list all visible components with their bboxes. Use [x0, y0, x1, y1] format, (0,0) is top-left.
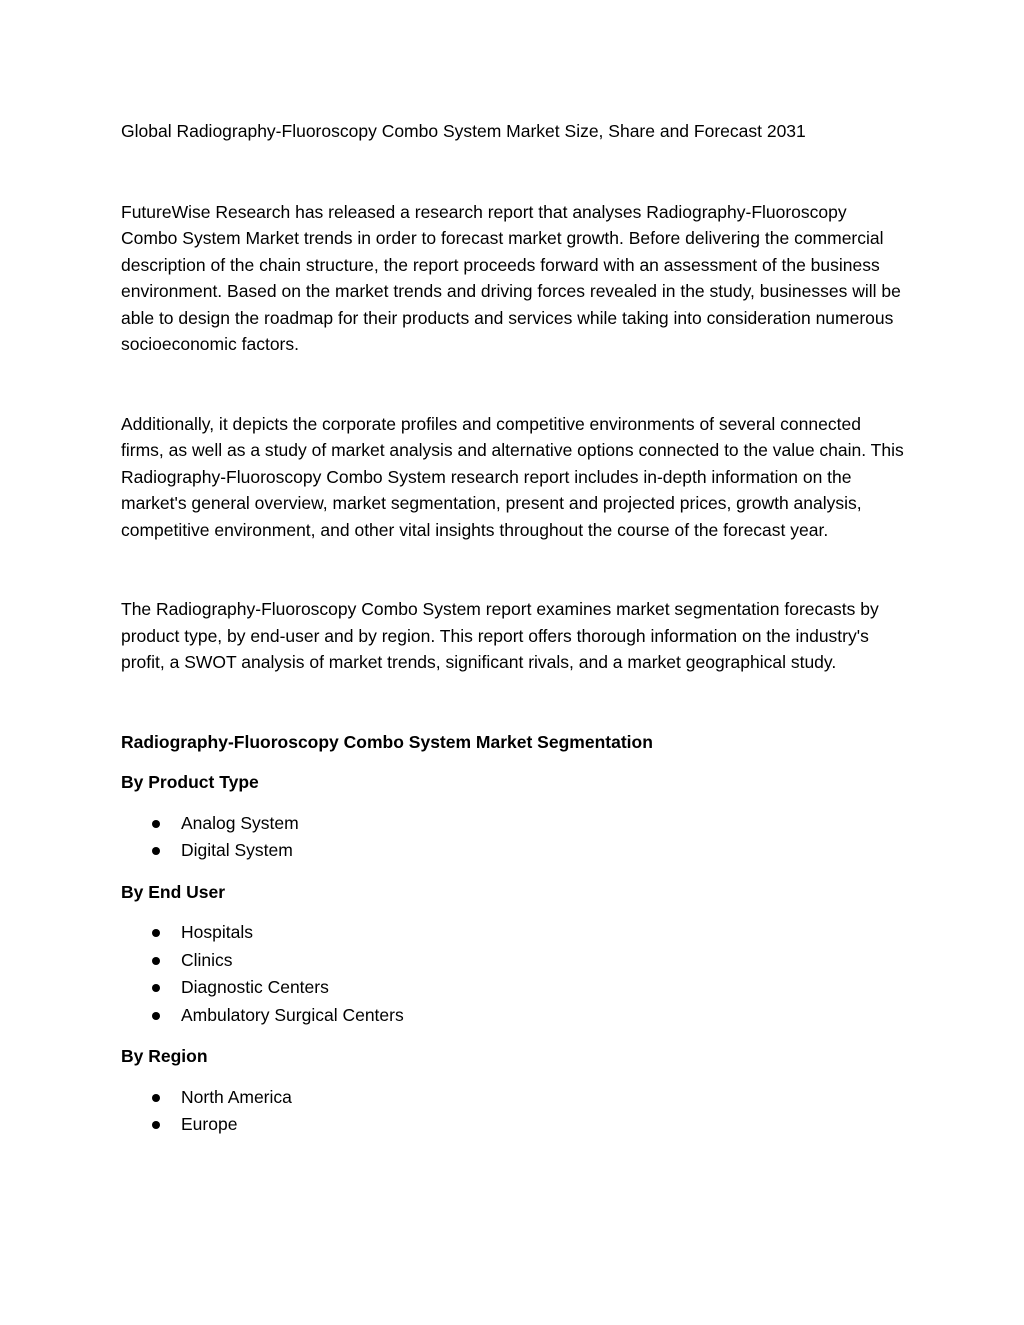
list-item-label: Digital System — [181, 840, 293, 860]
list-item-label: Analog System — [181, 812, 299, 833]
bullet-icon — [152, 984, 160, 992]
region-list — [121, 1084, 906, 1139]
list-item — [121, 810, 906, 838]
list-item — [121, 919, 906, 947]
list-item — [121, 1111, 906, 1139]
bullet-icon — [152, 1094, 160, 1102]
list-item-label: Hospitals — [181, 922, 253, 942]
list-item-label: Diagnostic Centers — [181, 977, 329, 997]
paragraph-profiles: Additionally, it depicts the corporate profiles and competitive environments of several connected firms, as well as a study of market analysis and alternative options connected to the value chain. This Radiography-Fluoroscopy Combo System research report includes in-depth information on the market's general overview, market segmentation, present and projected prices, growth analysis, competitive environment, and other vital insights throughout the course of the forecast year. — [121, 413, 904, 540]
list-item-label: North America — [181, 1086, 292, 1107]
document-title: Global Radiography-Fluoroscopy Combo System Market Size, Share and Forecast 2031 — [121, 121, 806, 141]
group-heading-end-user: By End User — [121, 881, 226, 902]
list-item-label: Ambulatory Surgical Centers — [181, 1004, 404, 1025]
list-item — [121, 837, 906, 865]
list-item-label: Clinics — [181, 949, 233, 970]
bullet-icon — [152, 957, 160, 965]
bullet-icon — [152, 820, 160, 828]
list-item — [121, 947, 906, 975]
list-item-label: Europe — [181, 1114, 238, 1134]
paragraph-intro: FutureWise Research has released a research report that analyses Radiography-Fluoroscopy Combo System Market trends in order to forecast market growth. Before delivering the commercial description of the chain structure, the report proceeds forward with an assessment of the business environment. Based on the market trends and driving forces revealed in the study, businesses will be able to design the roadmap for their products and services while taking into consideration numerous socioeconomic factors. — [121, 201, 901, 354]
list-item — [121, 1084, 906, 1112]
group-heading-product-type: By Product Type — [121, 772, 259, 792]
paragraph-segmentation-overview: The Radiography-Fluoroscopy Combo System report examines market segmentation forecasts by product type, by end-user and by region. This report offers thorough information on the industry's profit, a SWOT analysis of market trends, significant rivals, and a market geographical study. — [121, 599, 879, 672]
segmentation-heading: Radiography-Fluoroscopy Combo System Market Segmentation — [121, 731, 653, 752]
bullet-icon — [152, 847, 160, 855]
end-user-list — [121, 919, 906, 1029]
document-page — [121, 118, 906, 1153]
bullet-icon — [152, 1012, 160, 1020]
product-type-list — [121, 810, 906, 865]
group-heading-region: By Region — [121, 1046, 208, 1066]
bullet-icon — [152, 1121, 160, 1129]
bullet-icon — [152, 929, 160, 937]
list-item — [121, 1002, 906, 1030]
list-item — [121, 974, 906, 1002]
